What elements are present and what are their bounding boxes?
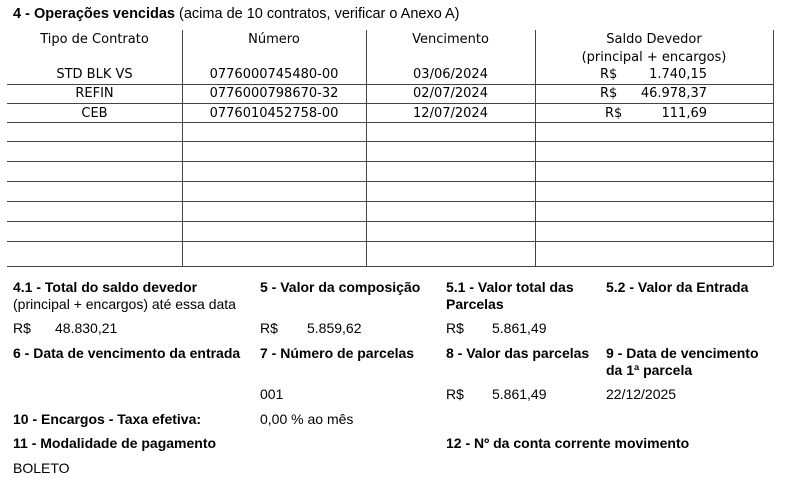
field-5-1-currency: R$	[446, 320, 464, 336]
field-5-label: 5 - Valor da composição	[260, 279, 421, 295]
table-cell-currency: R$	[605, 106, 623, 121]
table-cell-vencimento: 12/07/2024	[413, 106, 488, 121]
table-divider	[7, 201, 773, 202]
field-7-value: 001	[260, 386, 284, 402]
section-note: (acima de 10 contratos, verificar o Anexo A)	[179, 6, 460, 22]
table-cell-numero: 0776010452758-00	[209, 106, 339, 121]
table-divider	[366, 30, 367, 266]
table-divider	[7, 221, 773, 222]
table-cell-numero: 0776000798670-32	[209, 86, 339, 101]
field-4-1-value: 48.830,21	[55, 320, 118, 336]
table-divider	[7, 266, 773, 267]
table-cell-valor: 46.978,37	[640, 86, 707, 101]
table-divider	[773, 30, 774, 266]
table-cell-valor: 111,69	[661, 106, 707, 121]
operations-table	[7, 30, 773, 266]
field-5-currency: R$	[260, 320, 278, 336]
field-11-label: 11 - Modalidade de pagamento	[13, 435, 217, 451]
field-6-label: 6 - Data de vencimento da entrada	[13, 345, 241, 361]
table-divider	[7, 84, 773, 85]
table-cell-tipo: STD BLK VS	[56, 67, 133, 82]
table-divider	[7, 103, 773, 104]
field-8-currency: R$	[446, 386, 464, 402]
table-cell-vencimento: 03/06/2024	[413, 67, 488, 82]
field-5-2-label: 5.2 - Valor da Entrada	[606, 279, 749, 295]
field-9-value: 22/12/2025	[606, 386, 677, 402]
field-8-value: 5.861,49	[492, 386, 547, 402]
table-cell-vencimento: 02/07/2024	[413, 86, 488, 101]
section-number-title: 4 - Operações vencidas	[13, 6, 175, 22]
table-cell-currency: R$	[600, 86, 618, 101]
field-12-label: 12 - Nº da conta corrente movimento	[446, 435, 690, 451]
field-4-1-label-sub: (principal + encargos) até essa data	[13, 296, 236, 312]
table-divider	[7, 122, 773, 123]
table-cell-valor: 1.740,15	[649, 67, 707, 82]
field-7-label: 7 - Número de parcelas	[260, 345, 415, 361]
col-header-vencimento: Vencimento	[412, 32, 489, 47]
table-cell-tipo: REFIN	[75, 86, 114, 101]
table-cell-currency: R$	[600, 67, 618, 82]
section-title	[13, 6, 460, 22]
col-header-tipo: Tipo de Contrato	[40, 32, 149, 47]
table-cell-numero: 0776000745480-00	[209, 67, 339, 82]
field-9-label: 9 - Data de vencimento	[606, 345, 759, 361]
table-cell-tipo: CEB	[81, 106, 108, 121]
table-divider	[535, 30, 536, 266]
field-5-1-label: 5.1 - Valor total das	[446, 279, 574, 295]
field-10-label: 10 - Encargos - Taxa efetiva:	[13, 411, 202, 427]
field-11-value: BOLETO	[13, 460, 70, 476]
col-header-saldo: Saldo Devedor	[606, 32, 702, 47]
field-10-value: 0,00 % ao mês	[260, 411, 354, 427]
table-divider	[7, 181, 773, 182]
field-5-1-label-sub: Parcelas	[446, 296, 504, 312]
field-9-label-sub: da 1ª parcela	[606, 362, 693, 378]
field-4-1-label: 4.1 - Total do saldo devedor	[13, 279, 198, 295]
table-divider	[7, 161, 773, 162]
field-5-1-value: 5.861,49	[492, 320, 547, 336]
field-4-1-currency: R$	[13, 320, 31, 336]
field-5-value: 5.859,62	[307, 320, 362, 336]
field-8-label: 8 - Valor das parcelas	[446, 345, 590, 361]
table-divider	[7, 141, 773, 142]
table-divider	[7, 241, 773, 242]
col-header-numero: Número	[248, 32, 300, 47]
col-header-saldo-sub: (principal + encargos)	[581, 50, 727, 65]
table-divider	[182, 30, 183, 266]
